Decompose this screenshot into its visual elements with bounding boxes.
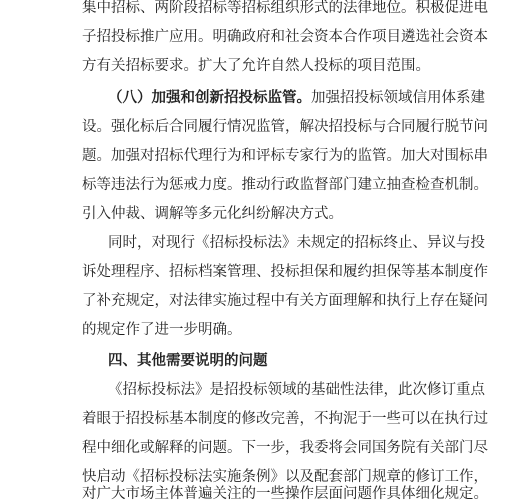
text-line: 对广大市场主体普遍关注的一些操作层面问题作具体细化规定。 [82,486,488,502]
text-line: 的规定作了进一步明确。 [82,322,242,338]
text-line: 题。加强对招标代理行为和评标专家行为的监管。加大对围标串 [82,148,488,164]
text-line: 程中细化或解释的问题。下一步，我委将会同国务院有关部门尽 [82,440,488,456]
text-line: 着眼于招投标基本制度的修改完善，不拘泥于一些可以在执行过 [82,411,488,427]
text-line: 快启动《招标投标法实施条例》以及配套部门规章的修订工作， [82,469,488,485]
text-line: 引入仲裁、调解等多元化纠纷解决方式。 [82,206,343,222]
text-line: 子招投标推广应用。明确政府和社会资本合作项目遴选社会资本 [82,29,488,45]
text-line: 方有关招标要求。扩大了允许自然人投标的项目范围。 [82,58,430,74]
text-line: 设。强化标后合同履行情况监管，解决招投标与合同履行脱节问 [82,119,488,135]
text-line: 了补充规定，对法律实施过程中有关方面理解和执行上存在疑问 [82,293,488,309]
text-line: 同时，对现行《招标投标法》未规定的招标终止、异议与投 [108,235,485,251]
text-line: 《招标投标法》是招投标领域的基础性法律，此次修订重点 [108,382,485,398]
section-title: 四、其他需要说明的问题 [108,353,268,369]
subsection-heading: （八）加强和创新招投标监管。 [108,89,311,106]
text-line: 诉处理程序、招标档案管理、投标担保和履约担保等基本制度作 [82,264,488,280]
text-line: 标等违法行为惩戒力度。推动行政监督部门建立抽查检查机制。 [82,177,488,193]
text-line [108,88,485,108]
text-line: 集中招标、两阶段招标等招标组织形式的法律地位。积极促进电 [82,0,488,16]
text-run: 加强招投标领域信用体系建 [311,90,485,106]
